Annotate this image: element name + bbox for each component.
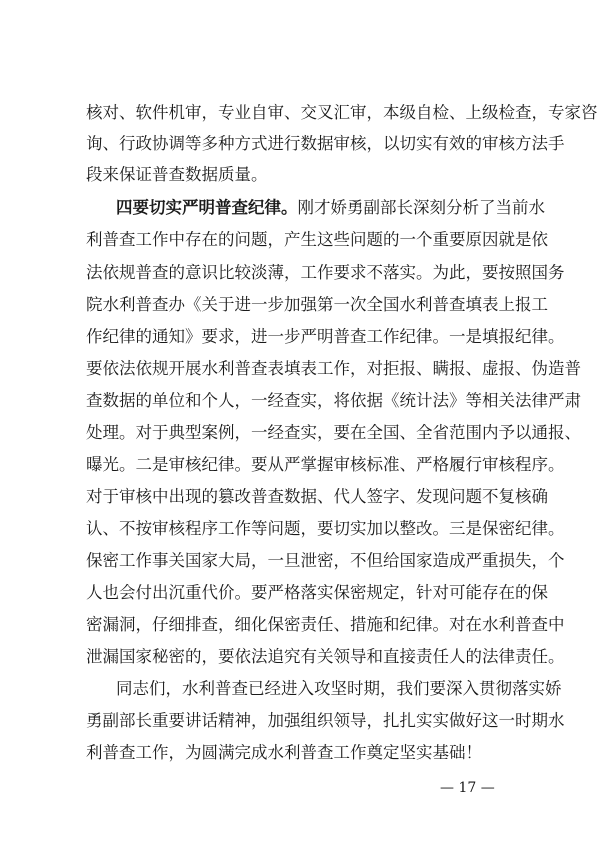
- text-line: [116, 198, 545, 218]
- text-line: 核对、软件机审，专业自审、交叉汇审，本级自检、上级检查，专家咨: [86, 103, 598, 122]
- text-line: 密漏洞，仔细排查，细化保密责任、措施和纪律。对在水利普查中: [86, 615, 565, 634]
- text-line: 保密工作事关国家大局，一旦泄密，不但给国家造成严重损失，个: [86, 551, 565, 570]
- text-line: 处理。对于典型案例，一经查实，要在全国、全省范围内予以通报、: [86, 423, 581, 442]
- text-line: 认、不按审核程序工作等问题，要切实加以整改。三是保密纪律。: [86, 519, 565, 538]
- text-line: 对于审核中出现的篡改普查数据、代人签字、发现问题不复核确: [86, 487, 548, 506]
- text-span: 刚才娇勇副部长深刻分析了当前水: [297, 198, 545, 217]
- page-number: — 17 —: [440, 780, 495, 796]
- section-heading: 四要切实严明普查纪律。: [116, 198, 298, 217]
- text-line: 法依规普查的意识比较淡薄，工作要求不落实。为此，要按照国务: [86, 263, 565, 282]
- text-line: 利普查工作，为圆满完成水利普查工作奠定坚实基础！: [86, 743, 482, 762]
- text-line: 同志们，水利普查已经进入攻坚时期，我们要深入贯彻落实娇: [116, 679, 562, 698]
- text-line: 人也会付出沉重代价。要严格落实保密规定，针对可能存在的保: [86, 583, 548, 602]
- text-line: 曝光。二是审核纪律。要从严掌握审核标准、严格履行审核程序。: [86, 455, 565, 474]
- text-line: 段来保证普查数据质量。: [86, 165, 268, 184]
- text-line: 要依法依规开展水利普查表填表工作，对拒报、瞒报、虚报、伪造普: [86, 359, 581, 378]
- text-line: 询、行政协调等多种方式进行数据审核，以切实有效的审核方法手: [86, 134, 565, 153]
- text-line: 泄漏国家秘密的，要依法追究有关领导和直接责任人的法律责任。: [86, 647, 565, 666]
- text-line: 查数据的单位和个人，一经查实，将依据《统计法》等相关法律严肃: [86, 391, 581, 410]
- text-line: 勇副部长重要讲话精神，加强组织领导，扎扎实实做好这一时期水: [86, 711, 565, 730]
- text-line: 作纪律的通知》要求，进一步严明普查工作纪律。一是填报纪律。: [86, 327, 565, 346]
- text-line: 院水利普查办《关于进一步加强第一次全国水利普查填表上报工: [86, 295, 548, 314]
- text-line: 利普查工作中存在的问题，产生这些问题的一个重要原因就是依: [86, 230, 548, 249]
